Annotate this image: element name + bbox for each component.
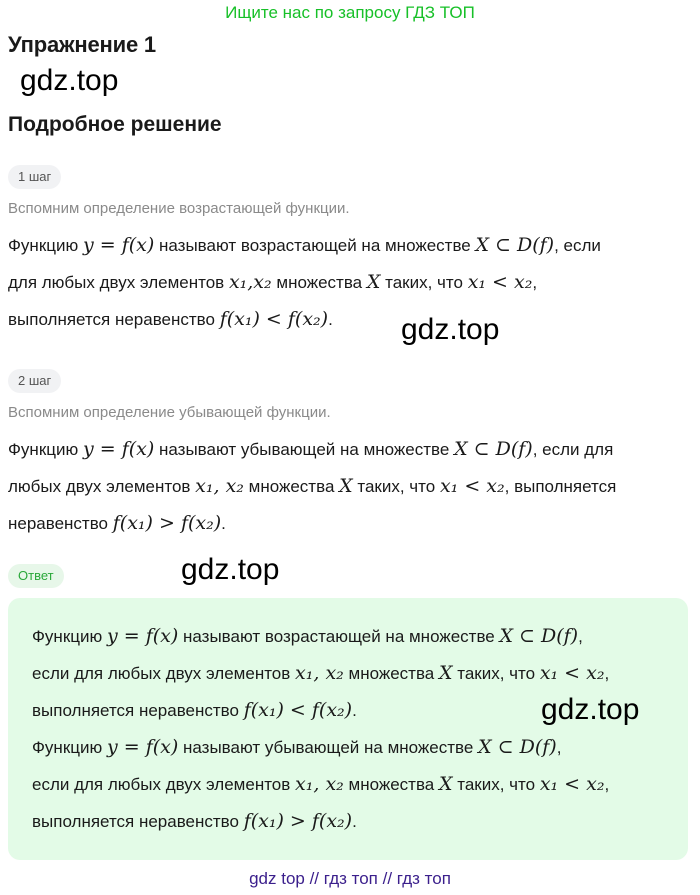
step-1-hint: Вспомним определение возрастающей функции. (8, 200, 350, 217)
text-line (32, 766, 672, 803)
text-segment: множества (243, 477, 340, 496)
math-expression: X (366, 271, 381, 293)
text-segment: . (352, 812, 357, 831)
math-expression: y = f(x) (82, 438, 155, 460)
text-segment: выполняется неравенство (32, 812, 244, 831)
math-expression: x₁, x₂ (195, 475, 244, 497)
text-line (32, 618, 672, 655)
text-segment: если для любых двух элементов (32, 775, 296, 794)
text-line (8, 431, 692, 468)
math-expression: f(x₁) > f(x₂) (243, 810, 353, 832)
math-expression: X ⊂ D(f) (475, 234, 555, 256)
text-segment: . (352, 701, 357, 720)
text-segment: неравенство (8, 514, 113, 533)
text-segment: Функцию (8, 440, 83, 459)
math-expression: x₁ < x₂ (467, 271, 533, 293)
text-segment: для любых двух элементов (8, 273, 229, 292)
math-expression: X (438, 662, 453, 684)
text-segment: таких, что (452, 664, 540, 683)
text-segment: Функцию (8, 236, 83, 255)
text-segment: , (532, 273, 538, 292)
text-segment: называют возрастающей на множестве (154, 236, 476, 255)
math-expression: X (339, 475, 353, 497)
solution-heading: Подробное решение (8, 113, 222, 136)
text-segment: , выполняется (504, 477, 617, 496)
math-expression: x₁, x₂ (295, 662, 344, 684)
math-expression: y = f(x) (82, 234, 155, 256)
watermark: gdz.top (401, 313, 500, 346)
text-line (8, 264, 692, 301)
text-segment: любых двух элементов (8, 477, 196, 496)
math-expression: x₁ < x₂ (539, 773, 605, 795)
text-segment: таких, что (452, 775, 540, 794)
text-segment: . (328, 310, 333, 329)
text-segment: , (556, 738, 562, 757)
text-segment: множества (271, 273, 367, 292)
math-expression: y = f(x) (106, 736, 179, 758)
text-line (32, 655, 672, 692)
step-1-text (8, 227, 692, 338)
text-segment: называют убывающей на множестве (154, 440, 455, 459)
watermark: gdz.top (20, 64, 119, 97)
text-line (8, 505, 692, 542)
math-expression: x₁ < x₂ (539, 662, 605, 684)
step-2-hint: Вспомним определение убывающей функции. (8, 404, 331, 421)
text-segment: . (221, 514, 226, 533)
text-segment: Функцию (32, 738, 107, 757)
math-expression: x₁,x₂ (228, 271, 272, 293)
text-segment: называют убывающей на множестве (178, 738, 479, 757)
top-banner: Ищите нас по запросу ГДЗ ТОП (225, 3, 475, 22)
step-2-text (8, 431, 692, 542)
math-expression: X ⊂ D(f) (478, 736, 557, 758)
text-segment: , если (554, 236, 601, 255)
math-expression: f(x₁) > f(x₂) (112, 512, 222, 534)
text-segment: множества (343, 775, 439, 794)
text-line (32, 803, 672, 840)
text-segment: таких, что (352, 477, 440, 496)
math-expression: X ⊂ D(f) (454, 438, 533, 460)
answer-text (32, 618, 672, 840)
text-line (32, 729, 672, 766)
text-segment: множества (343, 664, 439, 683)
text-segment: , (578, 627, 583, 646)
text-line (8, 227, 692, 264)
math-expression: X ⊂ D(f) (499, 625, 579, 647)
step-1-badge: 1 шаг (8, 165, 61, 189)
text-segment: называют возрастающей на множестве (178, 627, 500, 646)
math-expression: x₁ < x₂ (439, 475, 505, 497)
text-segment: Функцию (32, 627, 107, 646)
math-expression: x₁, x₂ (295, 773, 344, 795)
text-segment: выполняется неравенство (32, 701, 244, 720)
text-segment: таких, что (380, 273, 468, 292)
text-segment: если для любых двух элементов (32, 664, 296, 683)
math-expression: y = f(x) (106, 625, 179, 647)
text-segment: , (604, 775, 610, 794)
answer-badge: Ответ (8, 564, 64, 588)
text-line (8, 468, 692, 505)
math-expression: f(x₁) < f(x₂) (243, 699, 353, 721)
text-segment: , (604, 664, 610, 683)
math-expression: f(x₁) < f(x₂) (219, 308, 329, 330)
text-line (8, 301, 692, 338)
math-expression: X (438, 773, 453, 795)
exercise-title: Упражнение 1 (8, 32, 156, 57)
answer-box (8, 598, 688, 860)
text-segment: выполняется неравенство (8, 310, 220, 329)
watermark: gdz.top (181, 553, 280, 586)
step-2-badge: 2 шаг (8, 369, 61, 393)
footer-links: gdz top // гдз топ // гдз топ (249, 869, 451, 888)
watermark: gdz.top (541, 693, 640, 726)
text-segment: , если для (532, 440, 614, 459)
